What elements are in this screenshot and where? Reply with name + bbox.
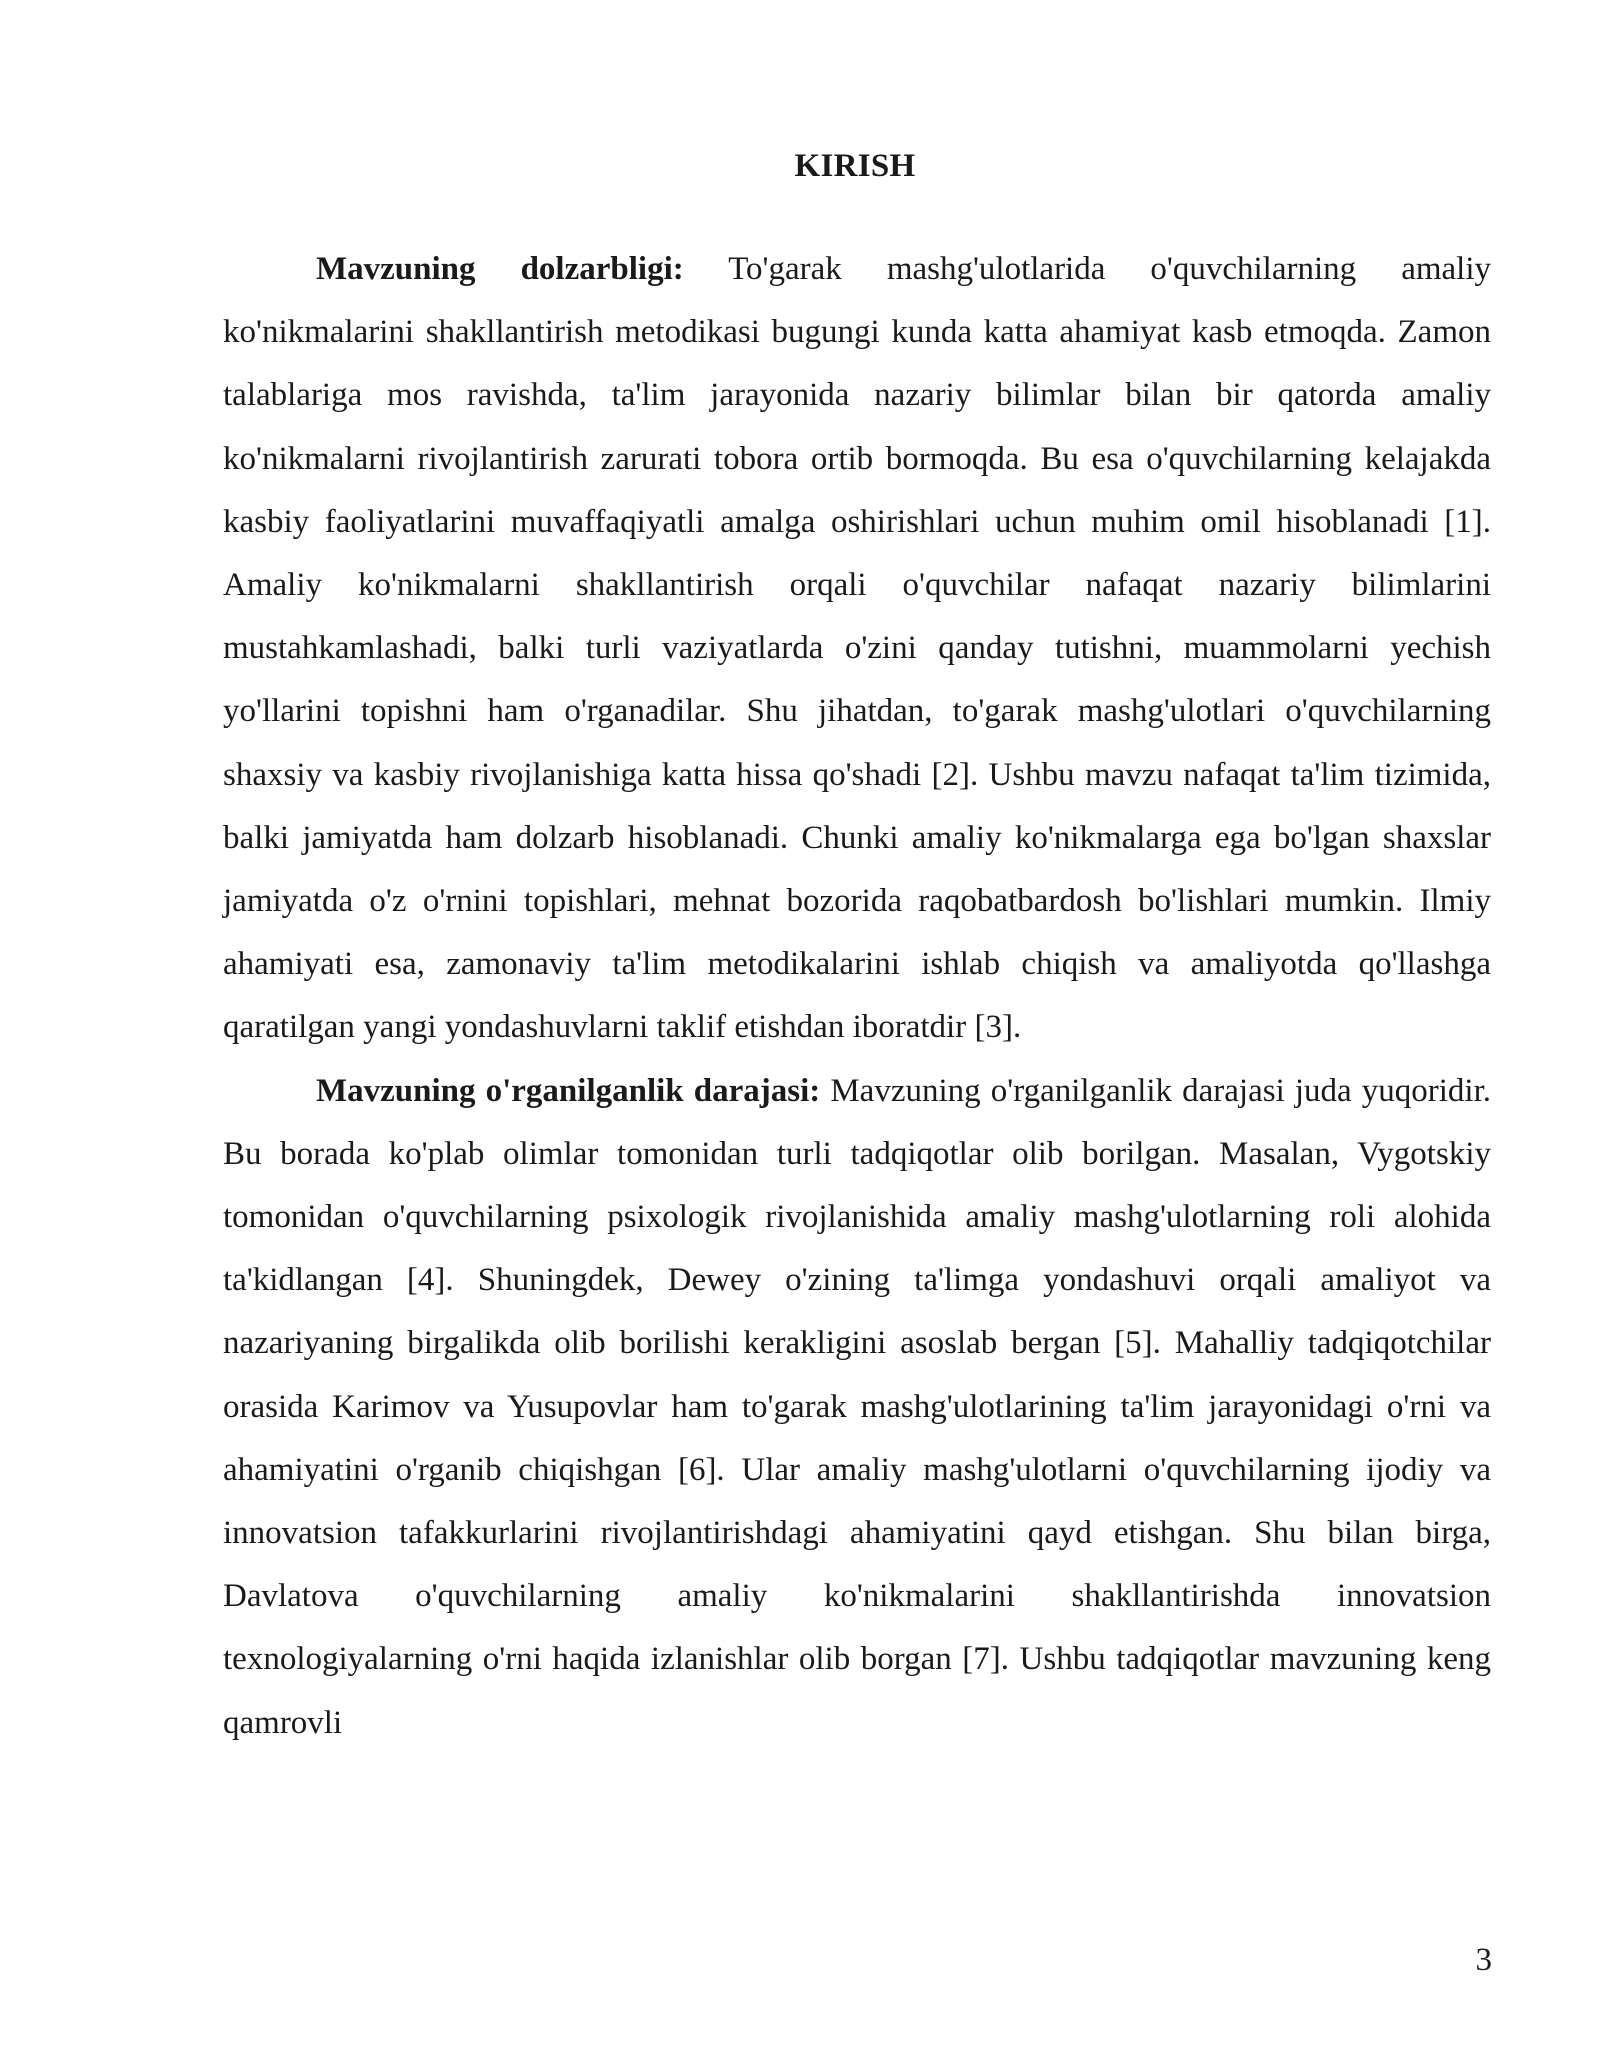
section-heading: KIRISH <box>794 148 916 184</box>
body-text <box>223 238 1491 1755</box>
paragraph-text: Mavzuning o'rganilganlik darajasi juda yuqoridir. Bu borada ko'plab olimlar tomonidan turli tadqiqotlar olib borilgan. Masalan, Vygotskiy tomonidan o'quvchilarning psixologik rivojlanishida amaliy mashg'ulotlarning roli alohida ta'kidlangan [4]. Shuningdek, Dewey o'zining ta'limga yondashuvi orqali amaliyot va nazariyaning birgalikda olib borilishi kerakligini asoslab bergan [5]. Mahalliy tadqiqotchilar orasida Karimov va Yusupovlar ham to'garak mashg'ulotlarining ta'lim jarayonidagi o'rni va ahamiyatini o'rganib chiqishgan [6]. Ular amaliy mashg'ulotlarni o'quvchilarning ijodiy va innovatsion tafakkurlarini rivojlantirishdagi ahamiyatini qayd etishgan. Shu bilan birga, Davlatova o'quvchilarning amaliy ko'nikmalarini shakllantirishda innovatsion texnologiyalarning o'rni haqida izlanishlar olib borgan [7]. Ushbu tadqiqotlar mavzuning keng qamrovli <box>223 1072 1491 1741</box>
paragraph-relevance <box>223 238 1491 1060</box>
paragraph-text: To'garak mashg'ulotlarida o'quvchilarning amaliy ko'nikmalarini shakllantirish metodikasi bugungi kunda katta ahamiyat kasb etmoqda. Zamon talablariga mos ravishda, ta'lim jarayonida nazariy bilimlar bilan bir qatorda amaliy ko'nikmalarni rivojlantirish zarurati tobora ortib bormoqda. Bu esa o'quvchilarning kelajakda kasbiy faoliyatlarini muvaffaqiyatli amalga oshirishlari uchun muhim omil hisoblanadi [1]. Amaliy ko'nikmalarni shakllantirish orqali o'quvchilar nafaqat nazariy bilimlarini mustahkamlashadi, balki turli vaziyatlarda o'zini qanday tutishni, muammolarni yechish yo'llarini topishni ham o'rganadilar. Shu jihatdan, to'garak mashg'ulotlari o'quvchilarning shaxsiy va kasbiy rivojlanishiga katta hissa qo'shadi [2]. Ushbu mavzu nafaqat ta'lim tizimida, balki jamiyatda ham dolzarb hisoblanadi. Chunki amaliy ko'nikmalarga ega bo'lgan shaxslar jamiyatda o'z o'rnini topishlari, mehnat bozorida raqobatbardosh bo'lishlari mumkin. Ilmiy ahamiyati esa, zamonaviy ta'lim metodikalarini ishlab chiqish va amaliyotda qo'llashga qaratilgan yangi yondashuvlarni taklif etishdan iboratdir [3]. <box>223 251 1491 1046</box>
paragraph-study-level <box>223 1060 1491 1755</box>
page-number: 3 <box>1475 1942 1492 1978</box>
paragraph-lead: Mavzuning o'rganilganlik darajasi: <box>316 1072 821 1109</box>
paragraph-lead: Mavzuning dolzarbligi: <box>316 251 684 287</box>
